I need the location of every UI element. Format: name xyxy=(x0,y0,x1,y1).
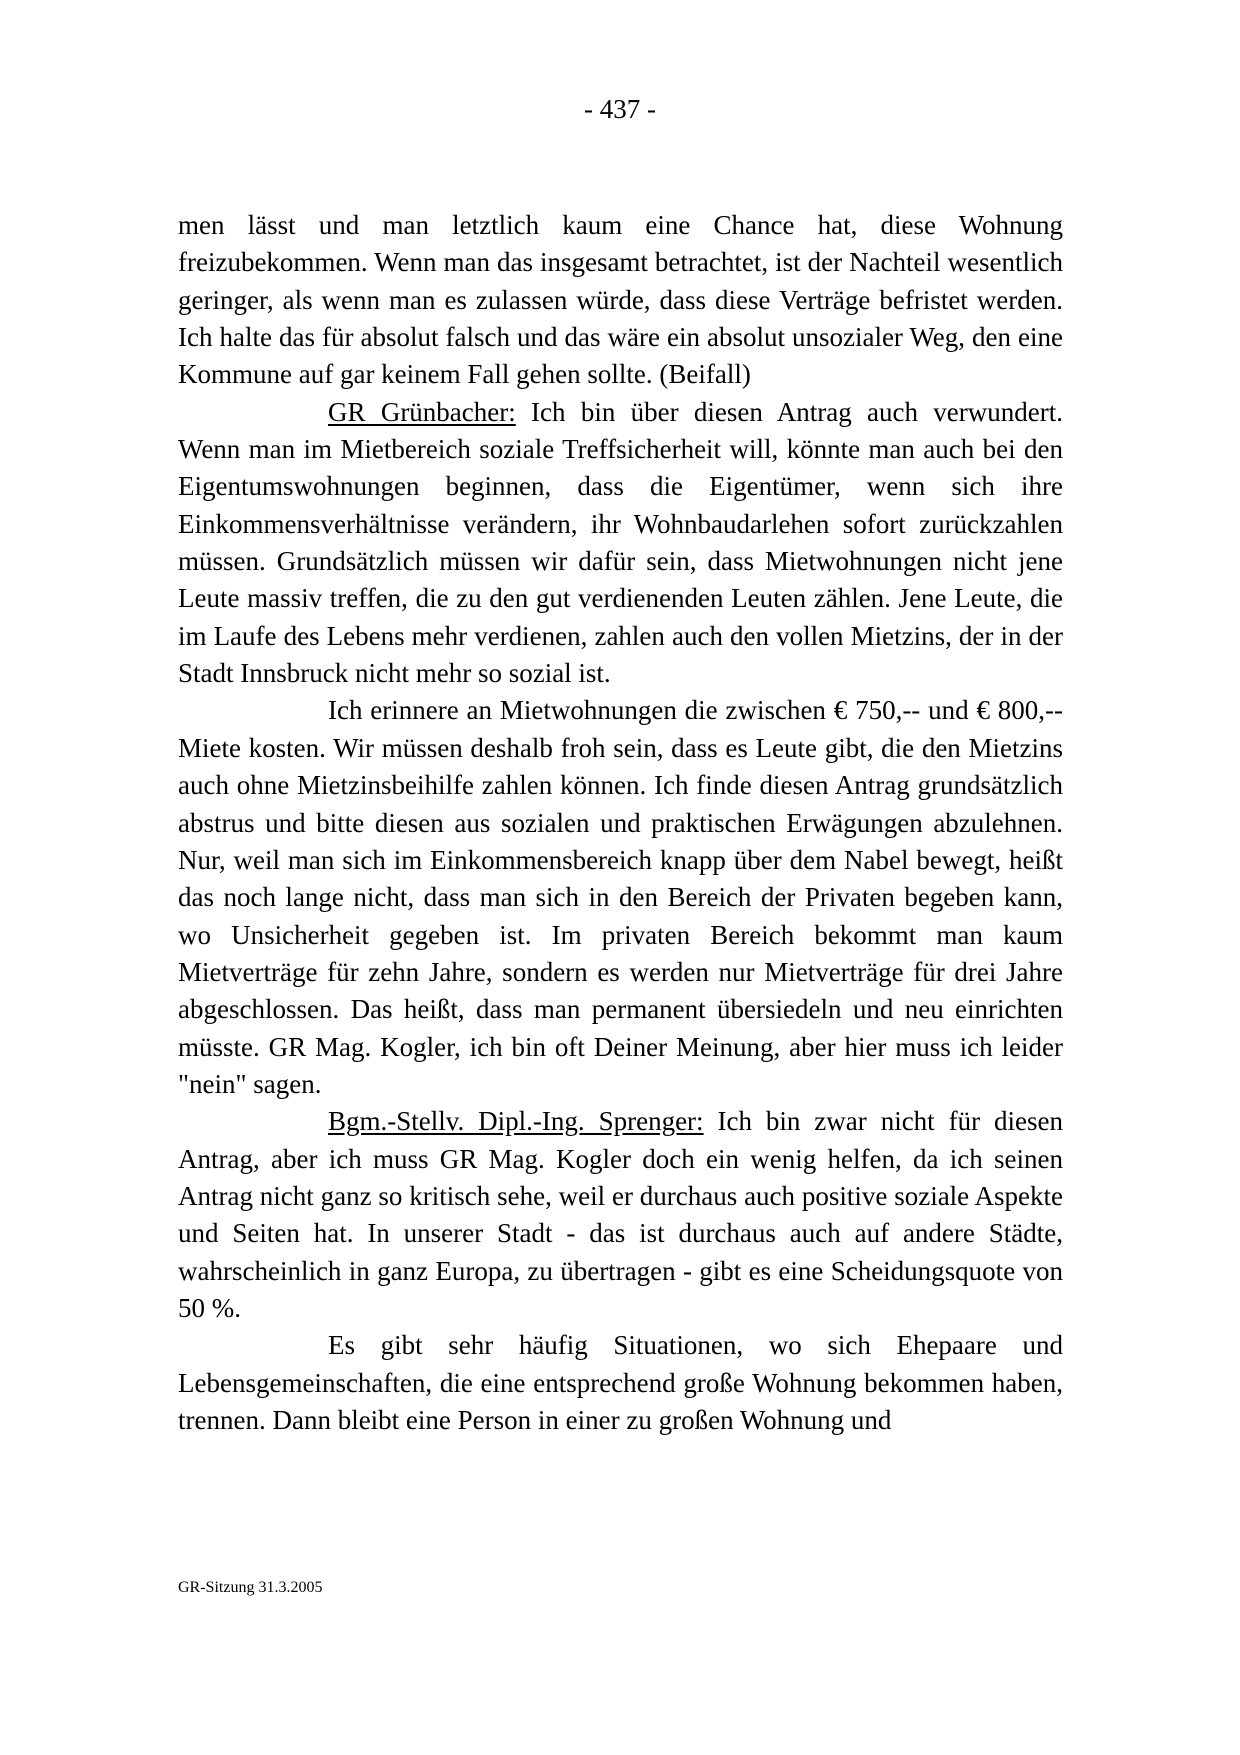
paragraph-speech-gruenbacher-cont xyxy=(178,692,1063,1103)
paragraph-text: Ich erinnere an Mietwohnungen die zwischen € 750,-- und € 800,-- Miete kosten. Wir müssen deshalb froh sein, dass es Leute gibt, die den Mietzins auch ohne Mietzinsbeihilfe zahlen können. Ich finde diesen Antrag grundsätzlich abstrus und bitte diesen aus sozialen und praktischen Erwägungen abzulehnen. Nur, weil man sich im Einkommensbereich knapp über dem Nabel bewegt, heißt das noch lange nicht, dass man sich in den Bereich der Privaten begeben kann, wo Unsicherheit gegeben ist. Im privaten Bereich bekommt man kaum Mietverträge für zehn Jahre, sondern es werden nur Mietverträge für drei Jahre abgeschlossen. Das heißt, dass man permanent übersiedeln und neu einrichten müsste. GR Mag. Kogler, ich bin oft Deiner Meinung, aber hier muss ich leider "nein" sagen. xyxy=(178,695,1063,1099)
paragraph-text: Es gibt sehr häufig Situationen, wo sich Ehepaare und Lebensgemeinschaften, die eine entsprechend große Wohnung bekommen haben, trennen. Dann bleibt eine Person in einer zu großen Wohnung und xyxy=(178,1330,1063,1435)
paragraph-text: men lässt und man letztlich kaum eine Chance hat, diese Wohnung freizubekommen. Wenn man das insgesamt betrachtet, ist der Nachteil wesentlich geringer, als wenn man es zulassen würde, dass diese Verträge befristet werden. Ich halte das für absolut falsch und das wäre ein absolut unsozialer Weg, den eine Kommune auf gar keinem Fall gehen sollte. (Beifall) xyxy=(178,210,1063,390)
paragraph-continuation xyxy=(178,207,1063,394)
paragraph-speech-sprenger xyxy=(178,1103,1063,1327)
footer-session-date: GR-Sitzung 31.3.2005 xyxy=(178,1579,323,1596)
paragraph-speech-gruenbacher xyxy=(178,394,1063,693)
page-number: - 437 - xyxy=(584,94,656,124)
paragraph-text: Ich bin über diesen Antrag auch verwundert. Wenn man im Mietbereich soziale Treffsicherheit will, könnte man auch bei den Eigentumswohnungen beginnen, dass die Eigentümer, wenn sich ihre Einkommensverhältnisse verändern, ihr Wohnbaudarlehen sofort zurückzahlen müssen. Grundsätzlich müssen wir dafür sein, dass Mietwohnungen nicht jene Leute massiv treffen, die zu den gut verdienenden Leuten zählen. Jene Leute, die im Laufe des Lebens mehr verdienen, zahlen auch den vollen Mietzins, der in der Stadt Innsbruck nicht mehr so sozial ist. xyxy=(178,396,1063,689)
paragraph-speech-sprenger-cont xyxy=(178,1327,1063,1439)
paragraph-text: Ich bin zwar nicht für diesen Antrag, aber ich muss GR Mag. Kogler doch ein wenig helfen, da ich seinen Antrag nicht ganz so kritisch sehe, weil er durchaus auch positive soziale Aspekte und Seiten hat. In unserer Stadt - das ist durchaus auch auf andere Städte, wahrscheinlich in ganz Europa, zu übertragen - gibt es eine Scheidungsquote von 50 %. xyxy=(178,1106,1063,1323)
speaker-name: GR Grünbacher: xyxy=(328,396,516,427)
body-text xyxy=(178,207,1063,1439)
speaker-name: Bgm.-Stellv. Dipl.-Ing. Sprenger: xyxy=(328,1106,704,1137)
